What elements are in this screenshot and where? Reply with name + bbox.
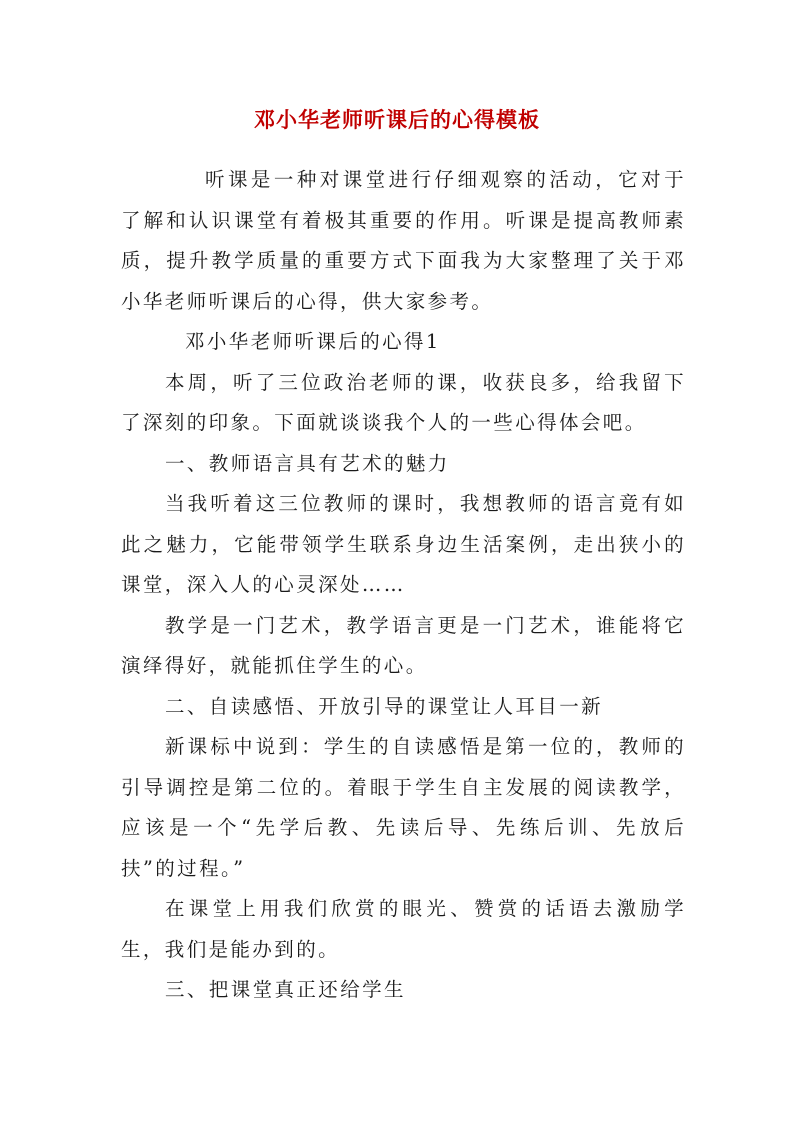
section-subtitle: 邓小华老师听课后的心得1 bbox=[185, 330, 441, 353]
section-heading-2: 二、自读感悟、开放引导的课堂让人耳目一新 bbox=[165, 694, 604, 718]
document-body bbox=[121, 160, 686, 1011]
paragraph: 新课标中说到：学生的自读感悟是第一位的，教师的引导调控是第二位的。着眼于学生自主发展的阅读教学，应该是一个“先学后教、先读后导、先练后训、先放后扶”的过程。” bbox=[121, 735, 686, 880]
paragraph: 本周，听了三位政治老师的课，收获良多，给我留下了深刻的印象。下面就谈谈我个人的一些心得体会吧。 bbox=[121, 370, 686, 434]
intro-paragraph: 听课是一种对课堂进行仔细观察的活动，它对于了解和认识课堂有着极其重要的作用。听课是提高教师素质，提升教学质量的重要方式下面我为大家整理了关于邓小华老师听课后的心得，供大家参考。 bbox=[121, 168, 686, 313]
section-heading-1: 一、教师语言具有艺术的魅力 bbox=[165, 451, 450, 475]
paragraph: 教学是一门艺术，教学语言更是一门艺术，谁能将它演绎得好，就能抓住学生的心。 bbox=[121, 613, 686, 677]
section-heading-3: 三、把课堂真正还给学生 bbox=[165, 978, 406, 1001]
document-title: 邓小华老师听课后的心得模板 bbox=[254, 107, 540, 132]
paragraph: 在课堂上用我们欣赏的眼光、赞赏的话语去激励学生，我们是能办到的。 bbox=[121, 897, 686, 961]
paragraph: 当我听着这三位教师的课时，我想教师的语言竟有如此之魅力，它能带领学生联系身边生活案例，走出狭小的课堂，深入人的心灵深处…… bbox=[121, 492, 686, 596]
